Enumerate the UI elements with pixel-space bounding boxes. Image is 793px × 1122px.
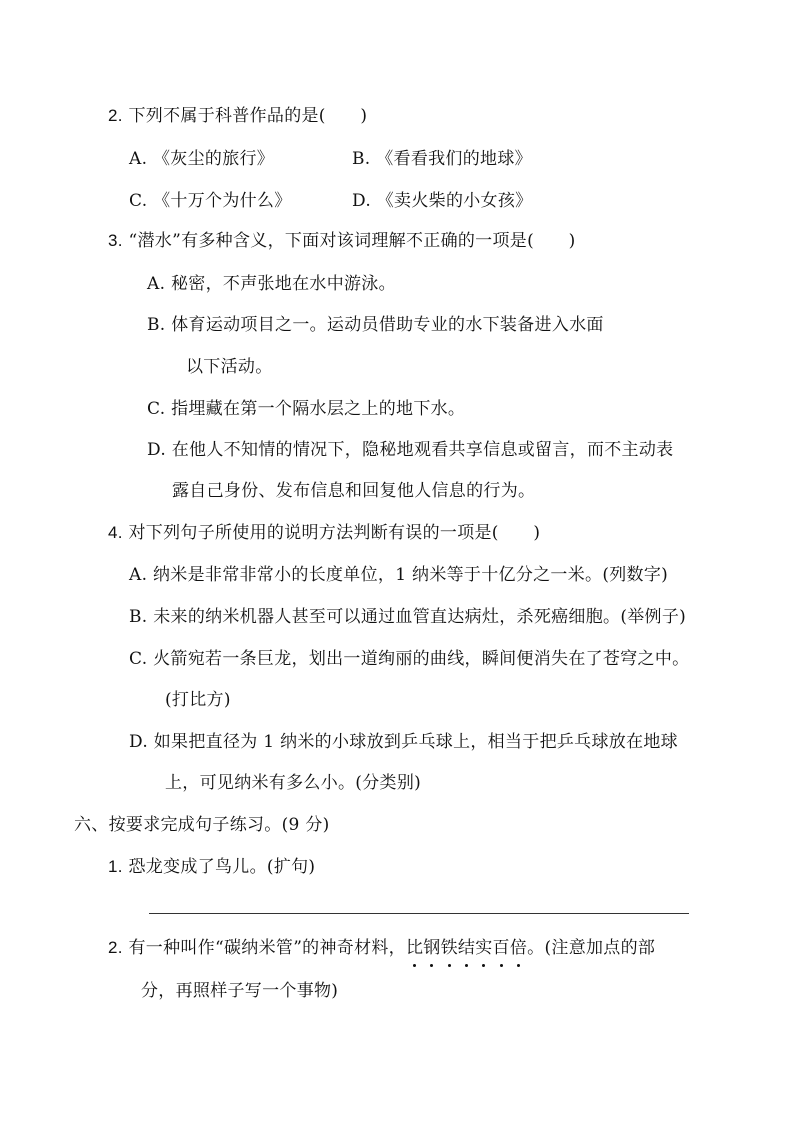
q2-stem: [108, 104, 367, 128]
q2-number: 2.: [108, 106, 123, 125]
q4-text: 对下列句子所使用的说明方法判断有误的一项是( ): [128, 523, 541, 543]
s6-q2-text-before: 有一种叫作“碳纳米管”的神奇材料，: [128, 938, 406, 958]
emphasis-char: 倍: [509, 938, 528, 958]
emphasis-char: 百: [492, 938, 510, 958]
q3-stem: [108, 229, 576, 253]
q4-option-a: A. 纳米是非常非常小的长度单位，1 纳米等于十亿分之一米。(列数字): [129, 565, 669, 585]
emphasis-char: 实: [475, 938, 493, 958]
q4-number: 4.: [108, 523, 123, 542]
s6-q2: [108, 936, 655, 960]
q4-stem: [108, 521, 540, 545]
q3-option-d: D. 在他人不知情的情况下，隐秘地观看共享信息或留言，而不主动表: [147, 440, 674, 460]
q3-option-b: B. 体育运动项目之一。运动员借助专业的水下装备进入水面: [147, 315, 604, 335]
q2-option-d: D. 《卖火柴的小女孩》: [352, 191, 533, 211]
q4-option-c: C. 火箭宛若一条巨龙，划出一道绚丽的曲线，瞬间便消失在了苍穹之中。: [129, 649, 690, 669]
q3-option-c: C. 指埋藏在第一个隔水层之上的地下水。: [147, 399, 466, 419]
s6-q2-emphasis-dotted: [406, 938, 527, 958]
q3-number: 3.: [108, 231, 123, 250]
q4-option-b: B. 未来的纳米机器人甚至可以通过血管直达病灶，杀死癌细胞。(举例子): [129, 607, 687, 627]
emphasis-char: 钢: [423, 938, 441, 958]
q2-option-b: B. 《看看我们的地球》: [352, 149, 532, 169]
q2-text: 下列不属于科普作品的是( ): [128, 106, 368, 126]
s6-q2-cont: 分，再照样子写一个事物): [141, 981, 339, 1001]
section-6-title: 六、按要求完成句子练习。(9 分): [74, 815, 330, 835]
s6-q2-number: 2.: [108, 938, 123, 957]
q4-option-c-cont: (打比方): [165, 690, 231, 710]
emphasis-char: 比: [405, 938, 424, 958]
s6-q1-text: 恐龙变成了鸟儿。(扩句): [128, 857, 316, 877]
emphasis-char: 铁: [440, 938, 458, 958]
q3-text: “潜水”有多种含义，下面对该词理解不正确的一项是( ): [128, 231, 576, 251]
q3-option-d-cont: 露自己身份、发布信息和回复他人信息的行为。: [172, 481, 536, 501]
q2-option-c: C. 《十万个为什么》: [129, 191, 292, 211]
q2-option-a: A. 《灰尘的旅行》: [129, 149, 275, 169]
q3-option-b-cont: 以下活动。: [186, 357, 273, 377]
answer-line[interactable]: [149, 913, 689, 914]
s6-q2-text-after: 。(注意加点的部: [527, 938, 656, 958]
q4-option-d: D. 如果把直径为 1 纳米的小球放到乒乓球上，相当于把乒乓球放在地球: [129, 732, 678, 752]
q4-option-d-cont: 上，可见纳米有多么小。(分类别): [165, 773, 422, 793]
s6-q1: [108, 855, 315, 879]
s6-q1-number: 1.: [108, 857, 123, 876]
emphasis-char: 结: [457, 938, 476, 958]
q3-option-a: A. 秘密，不声张地在水中游泳。: [147, 274, 396, 294]
